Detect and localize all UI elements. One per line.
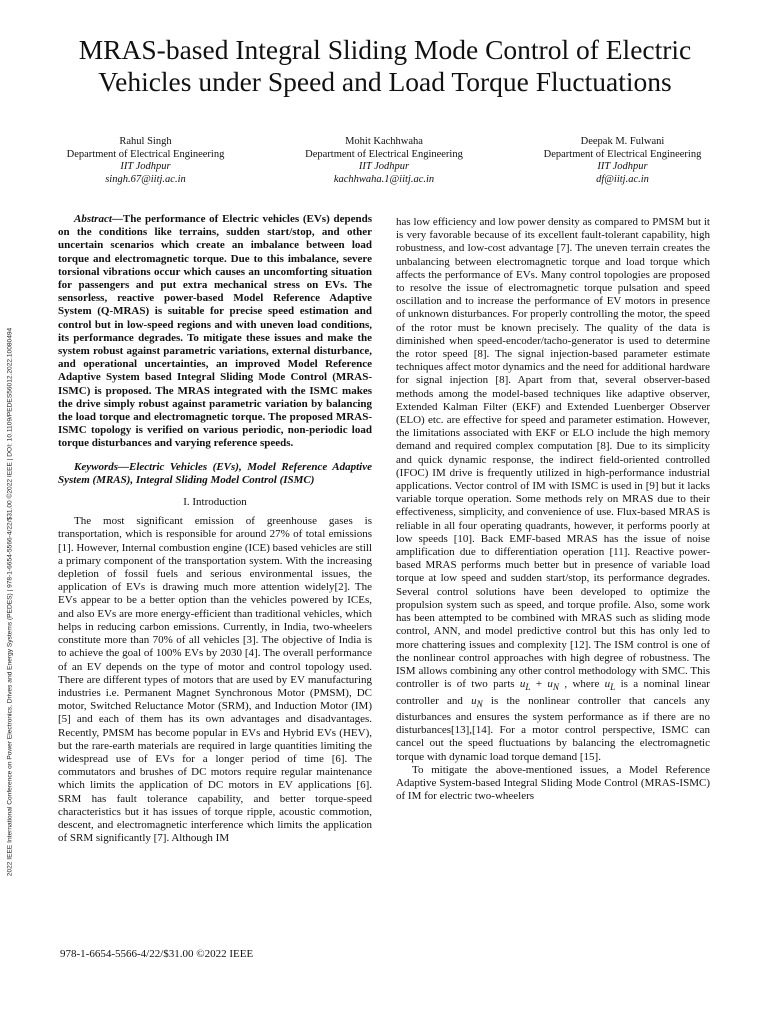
author-inst: IIT Jodhpur [120,161,171,172]
author-name: Mohit Kachhwaha [345,136,423,147]
author-dept: Department of Electrical Engineering [543,148,702,160]
text-nominal: is a nominal linear controller and [396,678,710,707]
left-column [58,213,372,845]
author-dept: Department of Electrical Engineering [66,148,225,160]
math-u: u [604,678,611,691]
mitigation-paragraph: To mitigate the above-mentioned issues, a Model Reference Adaptive System-based Integral Sliding Mode Control (MRAS-ISMC) of IM for electric two-wheelers [396,763,710,803]
author-name: Rahul Singh [119,136,172,147]
copyright-footer: 978-1-6654-5566-4/22/$31.00 ©2022 IEEE [60,948,254,960]
side-banner [2,222,18,982]
keywords [58,461,372,487]
section-heading: I. Introduction [183,496,247,509]
author-email: kachhwaha.1@iitj.ac.in [333,173,435,185]
side-banner-text: 2022 IEEE International Conference on Power Electronics, Drives and Energy Systems (PEDES) | 978-1-6654-5566-4/22/$31.00 ©2022 IEEE | DOI: 10.1109/PEDES56012.2022.10080494 [6,327,14,877]
author-inst: IIT Jodhpur [358,161,410,172]
author-2 [267,136,502,186]
author-dept: Department of Electrical Engineering [305,148,463,160]
intro-paragraph-continued [396,216,710,764]
paper-title: MRAS-based Integral Sliding Mode Control of Electric Vehicles under Speed and Load Torque Fluctuations [78,34,692,97]
author-email: df@iitj.ac.in [596,173,649,185]
math-u: u [519,678,526,691]
math-u: u [547,678,553,691]
abstract-label: Abstract— [74,213,123,225]
math-u: u [471,694,477,707]
author-block [28,136,740,186]
math-sub-l: L [525,682,531,693]
author-name: Deepak M. Fulwani [580,136,665,147]
author-1 [28,136,263,186]
right-column [396,216,710,803]
math-sub-n: N [476,698,483,709]
body-text: has low efficiency and low power density as compared to PMSM but it is very favorable because of its excellent fault-tolerant capability, high robustness, and low-cost advantage [7]. The uneven terrain creates the unbalancing between electromagnetic torque and load torque which affects the performance of EVs. Many control topologies are proposed to resolve the issue of electromagnetic torque pulsation and speed oscillation and to increase the performance of EV motors in presence of unknown disturbances. For properly controlling the motor, the speed of the rotor must be known precisely. The quality of the data is diminished when speed-encoder/tacho-generator is used to determine the rotor speed [8]. The signal injection-based parameter estimate techniques affect motor dynamics and the need for additional hardware for signal injection [8]. Apart from that, several observer-based methods among the model-based techniques like adaptive observer, Extended Kalman Filter (EKF) and Extended Luenberger Observer (ELO) etc. are effective for speed and parameter estimation. However, the limitations associated with EKF or ELO include the high memory demand and required complex computation [8]. Due to its simplicity and quick dynamic response, the indirect field-oriented controlled (IFOC) IM drive is frequently utilized in high-performance industrial applications. Vector control of IM with ISMC is used in [9] but it lacks variable torque operation. Some methods rely on MRAS due to their effectiveness, simplicity, and convenience of use. Flux-based MRAS is reliable in all four operating quadrants, however, it performs poorly at low speeds [10]. Back EMF-based MRAS has the issue of noise amplification due to differentiation operation [11]. Reactive power-based MRAS performs much better but in presence of variable load torque at low speed and sudden start/stop, its performance degrades. Several control solutions have been developed to optimize the propulsion system such as speed, and torque profile. Also, some work has been attempted to be combined with MRAS such as sliding mode control, ANN, and model predictive control but this has only led to more chattering issues and complexity [12]. The ISM control is one of the nonlinear control approaches with high degree of robustness. The ISM allows combining any other control methodology with SMC. This controller is of two parts [396,216,710,691]
math-plus: + [530,678,548,691]
abstract-text: The performance of Electric vehicles (EVs) depends on the conditions like terrains, sudden start/stop, and other uncertain scenarios which create an imbalance between load torque and electromagnetic torque. Due to this imbalance, severe torsional vibrations occur which causes an uncomforting situation for passengers and put extra mechanical stress on EVs. The sensorless, reactive power-based Model Reference Adaptive System (Q-MRAS) is suitable for precise speed estimation and control but in low-speed regions and with uneven load conditions, its performance degrades. To mitigate these issues and make the system robust against parametric variations, external disturbance, and operational uncertainties, an improved Model Reference Adaptive System based Integral Sliding Mode Control (MRAS-ISMC) is proposed. The MRAS integrated with the ISMC makes the drive simply robust against parametric variation by balancing the load torque and electromagnetic torque. The proposed MRAS-ISMC topology is verified on various periodic, non-periodic load torque disturbances and varying reference speeds. [58,213,372,450]
author-email: singh.67@iitj.ac.in [105,173,186,185]
intro-paragraph: The most significant emission of greenhouse gases is transportation, which is responsible for around 27% of total emissions [1]. However, Internal combustion engine (ICE) based vehicles are still a primary component of the transportation system. With the increasing depletion of fossil fuels and serious environmental issues, the application of EVs is drawing much more attention widely[2]. The EVs appear to be a better option than the vehicles powered by ICEs, and also EVs are more energy-efficient than traditional vehicles, which helps in reducing carbon emissions. Currently, in India, two-wheelers constitute more than 70% of all vehicles [3]. The objective of India is to achieve the goal of 100% EVs by 2030 [4]. The overall performance of an EV depends on the type of motor and control topology used. There are different types of motors that are used by EV manufacturing industries i.e. Permanent Magnet Synchronous Motor (PMSM), DC motor, Switched Reluctance Motor (SRM), and Induction Motor (IM) [5] and each of them has its own advantages and disadvantages. Recently, PMSM has become popular in EVs and Hybrid EVs (HEV), but the rare-earth materials are required in large quantities limiting the widespread use of EVs for a longer period of time [6]. The commutators and brushes of DC motors require regular maintenance which limits the application of DC motors in EV applications [6]. SRM has fault tolerance capability, and better torque-speed characteristics but it has issues of torque ripple, acoustic commotion, descent, and electromagnetic interference which limits the application of SRM significantly [7]. Although IM [58,515,372,845]
body-text: is the nonlinear controller that cancels any disturbances and ensures the system performance as if there are no disturbances[13],[14]. For a motor control perspective, ISMC can cancel out the speed fluctuations by balancing the electromagnetic torque with dynamic load torque demand [15]. [396,694,710,763]
abstract [58,213,372,451]
keywords-text: Electric Vehicles (EVs), Model Reference Adaptive System (MRAS), Integral Sliding Model Control (ISMC) [58,460,372,486]
keywords-label: Keywords— [74,460,129,473]
math-sub-l: L [610,682,616,693]
math-sub-n: N [552,682,559,693]
author-3 [505,136,740,186]
author-inst: IIT Jodhpur [597,161,648,172]
text-where: , where [559,678,605,691]
